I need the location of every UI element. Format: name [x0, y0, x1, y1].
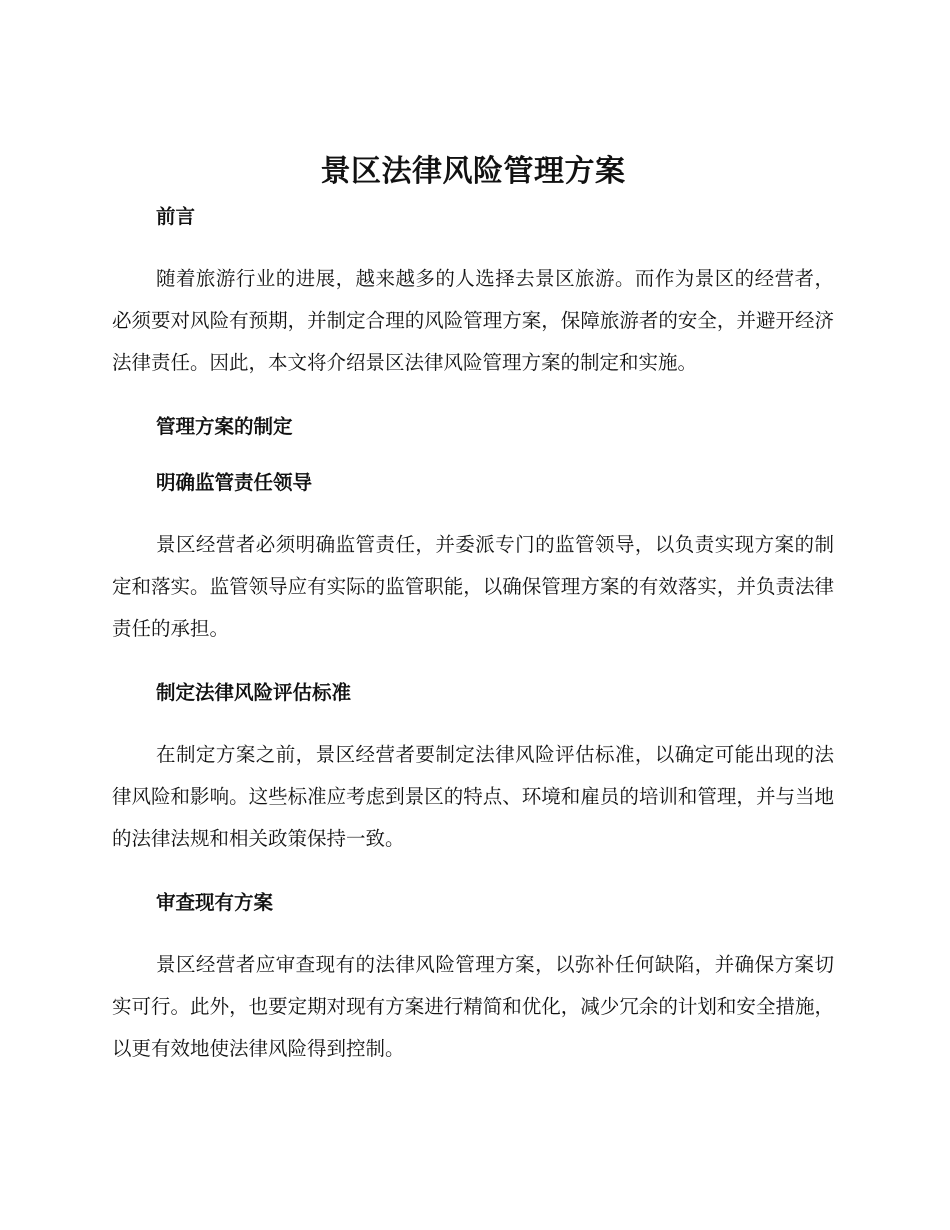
section-heading-responsibility: 明确监管责任领导 [156, 471, 313, 494]
section-paragraph-assessment: 在制定方案之前，景区经营者要制定法律风险评估标准，以确定可能出现的法律风险和影响。这些标准应考虑到景区的特点、环境和雇员的培训和管理，并与当地的法律法规和相关政策保持一致。 [112, 743, 834, 850]
plan-heading: 管理方案的制定 [156, 415, 293, 438]
section-paragraph-review: 景区经营者应审查现有的法律风险管理方案，以弥补任何缺陷，并确保方案切实可行。此外，也要定期对现有方案进行精简和优化，减少冗余的计划和安全措施，以更有效地使法律风险得到控制。 [112, 953, 834, 1060]
section-paragraph-responsibility: 景区经营者必须明确监管责任，并委派专门的监管领导，以负责实现方案的制定和落实。监管领导应有实际的监管职能，以确保管理方案的有效落实，并负责法律责任的承担。 [112, 533, 834, 640]
section-heading-review: 审查现有方案 [156, 891, 274, 914]
preface-heading: 前言 [156, 205, 196, 228]
section-heading-assessment: 制定法律风险评估标准 [156, 681, 352, 704]
preface-paragraph: 随着旅游行业的进展，越来越多的人选择去景区旅游。而作为景区的经营者，必须要对风险有预期，并制定合理的风险管理方案，保障旅游者的安全，并避开经济法律责任。因此，本文将介绍景区法律风险管理方案的制定和实施。 [112, 267, 834, 374]
document-page [112, 150, 834, 1070]
document-title: 景区法律风险管理方案 [320, 154, 626, 189]
